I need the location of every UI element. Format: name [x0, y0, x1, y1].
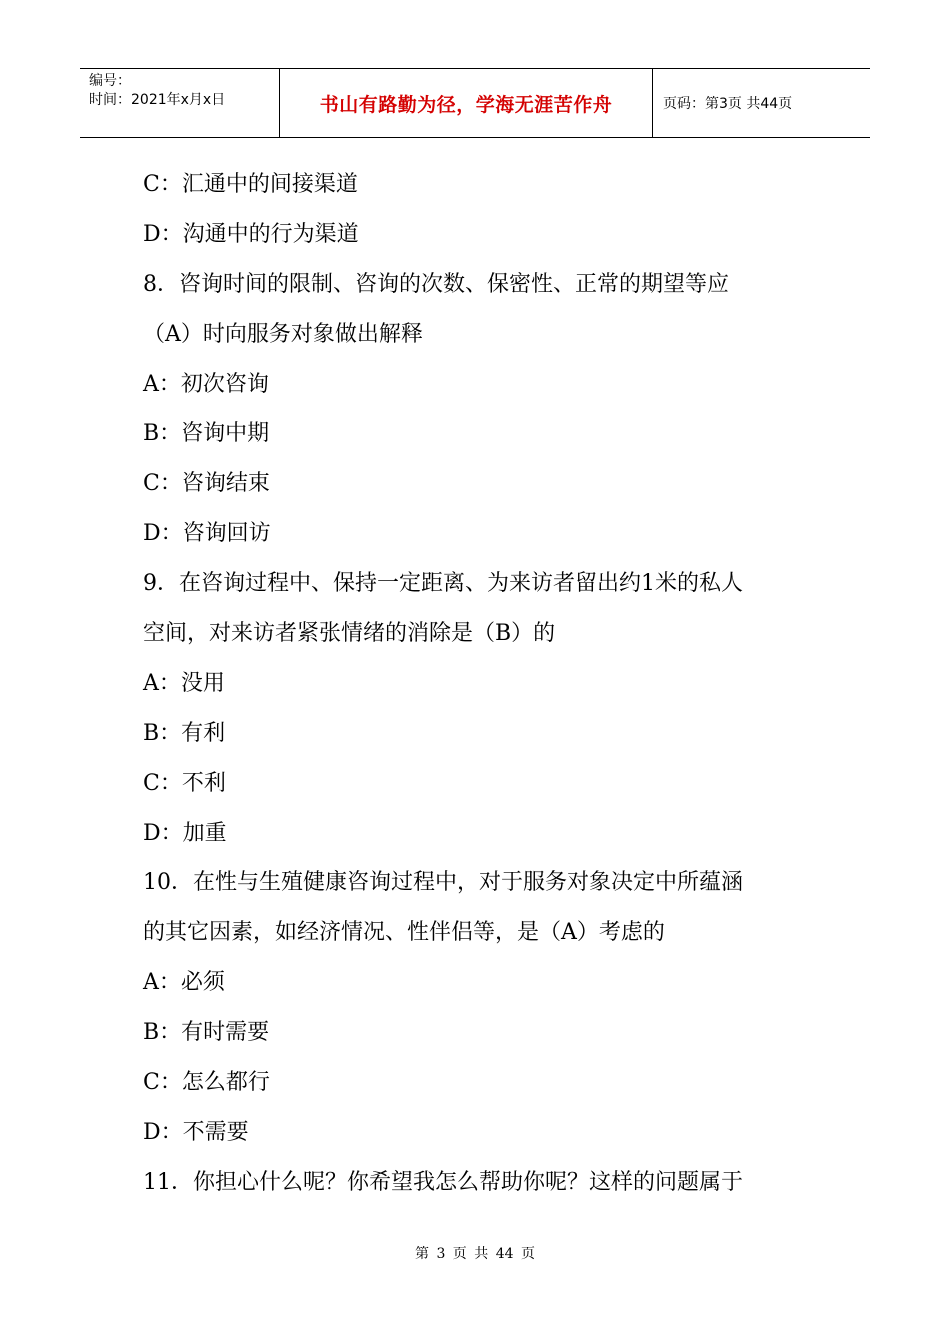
- header-meta-cell: [80, 69, 280, 137]
- question-line: 空间，对来访者紧张情绪的消除是（B）的: [143, 621, 556, 647]
- option-line: A：没用: [143, 670, 225, 696]
- text-line: C：汇通中的间接渠道: [143, 172, 358, 197]
- question-line: 11．你担心什么呢？你希望我怎么帮助你呢？这样的问题属于: [143, 1169, 743, 1195]
- document-body: [143, 160, 813, 1208]
- question-line: 8．咨询时间的限制、咨询的次数、保密性、正常的期望等应: [143, 271, 729, 297]
- question-line: 10．在性与生殖健康咨询过程中，对于服务对象决定中所蕴涵: [143, 870, 743, 896]
- option-line: B：有时需要: [143, 1020, 270, 1046]
- question-line: （A）时向服务对象做出解释: [143, 321, 423, 347]
- question-line: 的其它因素，如经济情况、性伴侣等，是（A）考虑的: [143, 920, 665, 946]
- option-line: D：不需要: [143, 1119, 249, 1145]
- header-motto: 书山有路勤为径，学海无涯苦作舟: [280, 69, 653, 137]
- document-time-label: 时间：2021年x月x日: [89, 92, 226, 108]
- option-line: C：怎么都行: [143, 1070, 270, 1096]
- option-line: B：咨询中期: [143, 421, 270, 447]
- option-line: D：咨询回访: [143, 521, 271, 547]
- option-line: B：有利: [143, 720, 226, 746]
- text-line: D：沟通中的行为渠道: [143, 221, 359, 247]
- page-header: [80, 68, 870, 138]
- option-line: A：初次咨询: [143, 371, 269, 397]
- document-number-label: 编号：: [89, 73, 131, 89]
- header-page-info: 页码：第3页 共44页: [663, 96, 793, 112]
- question-line: 9．在咨询过程中、保持一定距离、为来访者留出约1米的私人: [143, 571, 743, 597]
- option-line: A：必须: [143, 970, 225, 996]
- option-line: D：加重: [143, 820, 227, 846]
- option-line: C：不利: [143, 770, 226, 796]
- option-line: C：咨询结束: [143, 471, 270, 497]
- page-footer: 第 3 页 共 44 页: [415, 1246, 535, 1262]
